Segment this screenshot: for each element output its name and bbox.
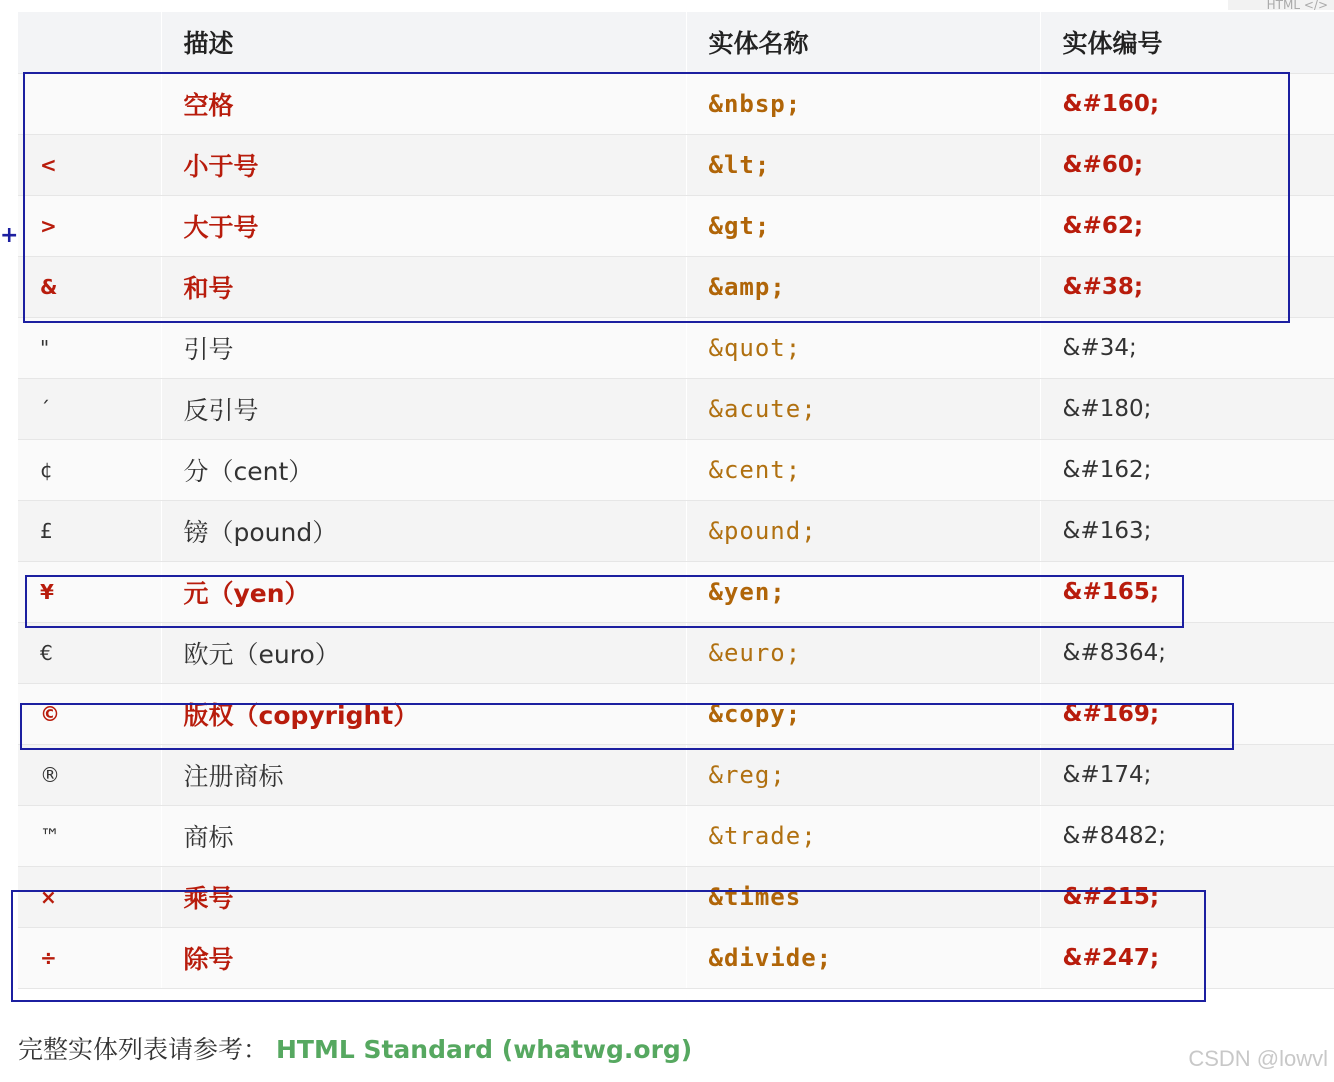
entity-name-cell: &reg; [686,744,1040,805]
symbol-cell: ¢ [18,439,161,500]
symbol-cell: ¥ [18,561,161,622]
whatwg-link[interactable]: HTML Standard (whatwg.org) [275,1035,693,1064]
symbol-cell: £ [18,500,161,561]
symbol-cell: ® [18,744,161,805]
table-row [18,439,1334,500]
entity-number-cell: &#180; [1040,378,1334,439]
entity-name-cell: &quot; [686,317,1040,378]
header-description: 描述 [161,12,686,73]
symbol-cell [18,73,161,134]
symbol-cell: ™ [18,805,161,866]
header-entity-number: 实体编号 [1040,12,1334,73]
header-entity-name: 实体名称 [686,12,1040,73]
entity-number-cell: &#34; [1040,317,1334,378]
entity-number-cell: &#163; [1040,500,1334,561]
entity-number-cell: &#62; [1040,195,1334,256]
description-cell: 元（yen） [161,561,686,622]
footer-label: 完整实体列表请参考： [18,1035,269,1064]
description-cell: 镑（pound） [161,500,686,561]
entity-number-cell: &#38; [1040,256,1334,317]
table-row [18,683,1334,744]
symbol-cell: € [18,622,161,683]
table-row [18,256,1334,317]
description-cell: 版权（copyright） [161,683,686,744]
entity-number-cell: &#162; [1040,439,1334,500]
symbol-cell: ´ [18,378,161,439]
entity-name-cell: &gt; [686,195,1040,256]
symbol-cell: > [18,195,161,256]
entity-name-cell: &pound; [686,500,1040,561]
symbol-cell: © [18,683,161,744]
table-row [18,134,1334,195]
entity-number-cell: &#169; [1040,683,1334,744]
language-tag: HTML </> [1228,0,1334,10]
table-row [18,378,1334,439]
description-cell: 反引号 [161,378,686,439]
watermark: CSDN @lowvl [1188,1046,1328,1071]
table-row [18,561,1334,622]
entity-number-cell: &#8482; [1040,805,1334,866]
entity-number-cell: &#215; [1040,866,1334,927]
description-cell: 注册商标 [161,744,686,805]
entity-name-cell: &amp; [686,256,1040,317]
entity-name-cell: &yen; [686,561,1040,622]
table-header-row [18,12,1334,73]
entity-number-cell: &#165; [1040,561,1334,622]
description-cell: 欧元（euro） [161,622,686,683]
entity-name-cell: &divide; [686,927,1040,988]
entity-name-cell: &nbsp; [686,73,1040,134]
table-row [18,317,1334,378]
entity-name-cell: &euro; [686,622,1040,683]
entity-name-cell: &lt; [686,134,1040,195]
entity-number-cell: &#174; [1040,744,1334,805]
symbol-cell: " [18,317,161,378]
description-cell: 引号 [161,317,686,378]
table-row [18,622,1334,683]
entity-number-cell: &#8364; [1040,622,1334,683]
table-row [18,195,1334,256]
symbol-cell: & [18,256,161,317]
entity-name-cell: &cent; [686,439,1040,500]
description-cell: 和号 [161,256,686,317]
description-cell: 除号 [161,927,686,988]
entity-number-cell: &#160; [1040,73,1334,134]
symbol-cell: ÷ [18,927,161,988]
description-cell: 分（cent） [161,439,686,500]
entity-number-cell: &#60; [1040,134,1334,195]
entity-name-cell: &times [686,866,1040,927]
description-cell: 商标 [161,805,686,866]
description-cell: 小于号 [161,134,686,195]
crosshair-cursor-icon: + [0,223,19,248]
symbol-cell: × [18,866,161,927]
table-row [18,927,1334,988]
entity-name-cell: &trade; [686,805,1040,866]
table-row [18,805,1334,866]
footer-reference [18,1030,692,1066]
table-row [18,744,1334,805]
entity-number-cell: &#247; [1040,927,1334,988]
symbol-cell: < [18,134,161,195]
table-row [18,73,1334,134]
table-row [18,500,1334,561]
description-cell: 大于号 [161,195,686,256]
entity-name-cell: &copy; [686,683,1040,744]
entity-table [18,12,1334,989]
description-cell: 空格 [161,73,686,134]
table-body [18,73,1334,988]
entity-name-cell: &acute; [686,378,1040,439]
header-symbol [18,12,161,73]
description-cell: 乘号 [161,866,686,927]
table-row [18,866,1334,927]
